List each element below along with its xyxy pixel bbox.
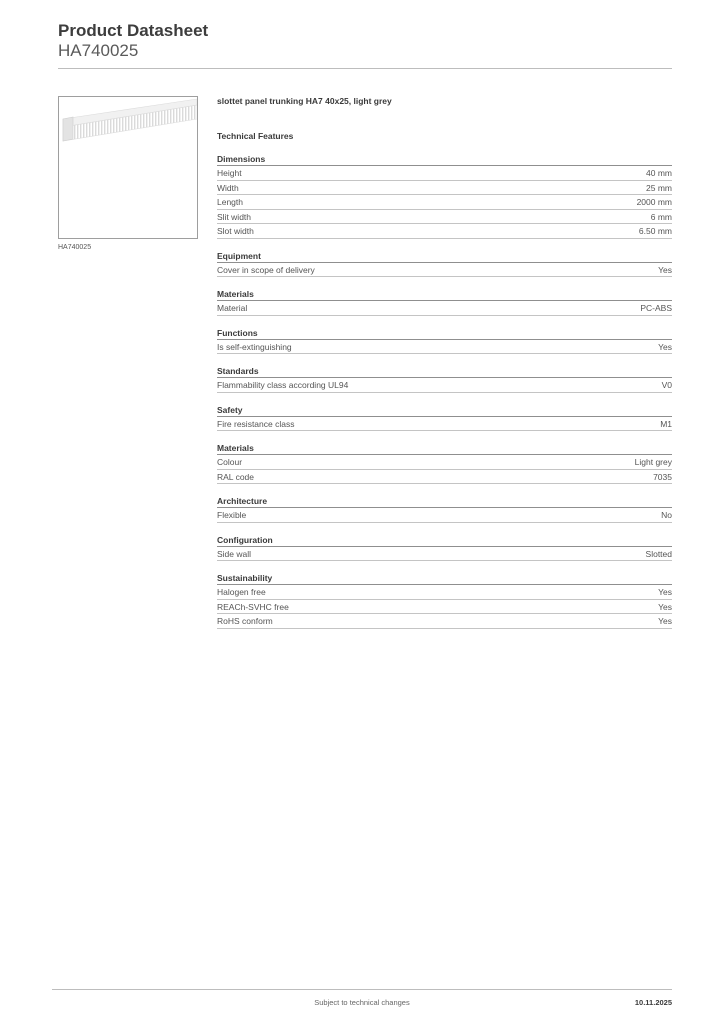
spec-label: Slot width <box>217 226 254 236</box>
page-title: Product Datasheet <box>58 21 209 40</box>
datasheet-content <box>217 96 672 629</box>
spec-label: Material <box>217 303 248 313</box>
spec-section <box>217 288 672 316</box>
image-caption: HA740025 <box>58 244 92 251</box>
section-title: Functions <box>217 327 672 340</box>
spec-row <box>217 600 672 615</box>
spec-section <box>217 534 672 562</box>
spec-row <box>217 508 672 523</box>
spec-label: Fire resistance class <box>217 418 295 429</box>
spec-section <box>217 327 672 355</box>
spec-row <box>217 340 672 355</box>
spec-row <box>217 301 672 316</box>
spec-section <box>217 365 672 393</box>
spec-label: Width <box>217 182 239 193</box>
spec-label: Colour <box>217 457 243 467</box>
spec-value: M1 <box>660 418 672 429</box>
section-title: Architecture <box>217 495 672 508</box>
spec-row <box>217 547 672 562</box>
spec-value: Yes <box>658 341 672 352</box>
spec-label: Height <box>217 168 242 178</box>
spec-value: Slotted <box>645 548 672 559</box>
spec-label: Side wall <box>217 548 252 559</box>
spec-value: 25 mm <box>646 182 672 193</box>
spec-label: Halogen free <box>217 587 266 597</box>
spec-label: RoHS conform <box>217 616 273 626</box>
spec-label: Is self-extinguishing <box>217 341 292 352</box>
spec-value: 6 mm <box>650 211 672 222</box>
spec-row <box>217 224 672 239</box>
footer-date: 10.11.2025 <box>634 998 672 1007</box>
spec-row <box>217 378 672 393</box>
technical-features-heading: Technical Features <box>217 131 294 141</box>
feature-sections <box>217 153 672 629</box>
spec-value: Yes <box>658 616 672 626</box>
spec-section <box>217 572 672 629</box>
spec-section <box>217 153 672 239</box>
spec-value: 2000 mm <box>636 197 672 207</box>
spec-label: Cover in scope of delivery <box>217 264 315 275</box>
spec-value: PC-ABS <box>640 303 672 313</box>
spec-row <box>217 614 672 629</box>
spec-value: No <box>661 510 672 520</box>
spec-row <box>217 585 672 600</box>
spec-row <box>217 417 672 432</box>
page-header <box>58 21 208 61</box>
spec-section <box>217 495 672 523</box>
section-title: Equipment <box>217 250 672 263</box>
spec-row <box>217 455 672 470</box>
section-title: Materials <box>217 288 672 301</box>
header-divider <box>58 68 672 69</box>
spec-row <box>217 263 672 278</box>
spec-value: Light grey <box>634 457 672 467</box>
spec-row <box>217 210 672 225</box>
spec-value: 40 mm <box>646 168 672 178</box>
spec-section <box>217 404 672 432</box>
product-description: slottet panel trunking HA7 40x25, light grey <box>217 96 392 106</box>
spec-value: Yes <box>658 601 672 612</box>
section-title: Standards <box>217 365 672 378</box>
section-title: Configuration <box>217 534 672 547</box>
footer-divider <box>52 989 672 990</box>
spec-label: Length <box>217 197 243 207</box>
spec-label: REACh-SVHC free <box>217 601 289 612</box>
spec-value: 7035 <box>653 471 672 482</box>
section-title: Safety <box>217 404 672 417</box>
spec-label: Flexible <box>217 510 247 520</box>
spec-value: Yes <box>658 264 672 275</box>
product-image <box>58 96 198 239</box>
section-title: Dimensions <box>217 153 672 166</box>
spec-value: Yes <box>658 587 672 597</box>
spec-row <box>217 166 672 181</box>
section-title: Materials <box>217 442 672 455</box>
spec-label: RAL code <box>217 471 255 482</box>
spec-section <box>217 442 672 484</box>
spec-value: V0 <box>661 380 672 390</box>
spec-value: 6.50 mm <box>638 226 672 236</box>
spec-label: Slit width <box>217 211 252 222</box>
spec-row <box>217 181 672 196</box>
section-title: Sustainability <box>217 572 672 585</box>
cable-trunking-image <box>59 97 197 238</box>
spec-section <box>217 250 672 278</box>
spec-row <box>217 470 672 485</box>
product-code: HA740025 <box>58 41 139 60</box>
spec-label: Flammability class according UL94 <box>217 380 349 390</box>
footer-note: Subject to technical changes <box>314 998 410 1007</box>
spec-row <box>217 195 672 210</box>
